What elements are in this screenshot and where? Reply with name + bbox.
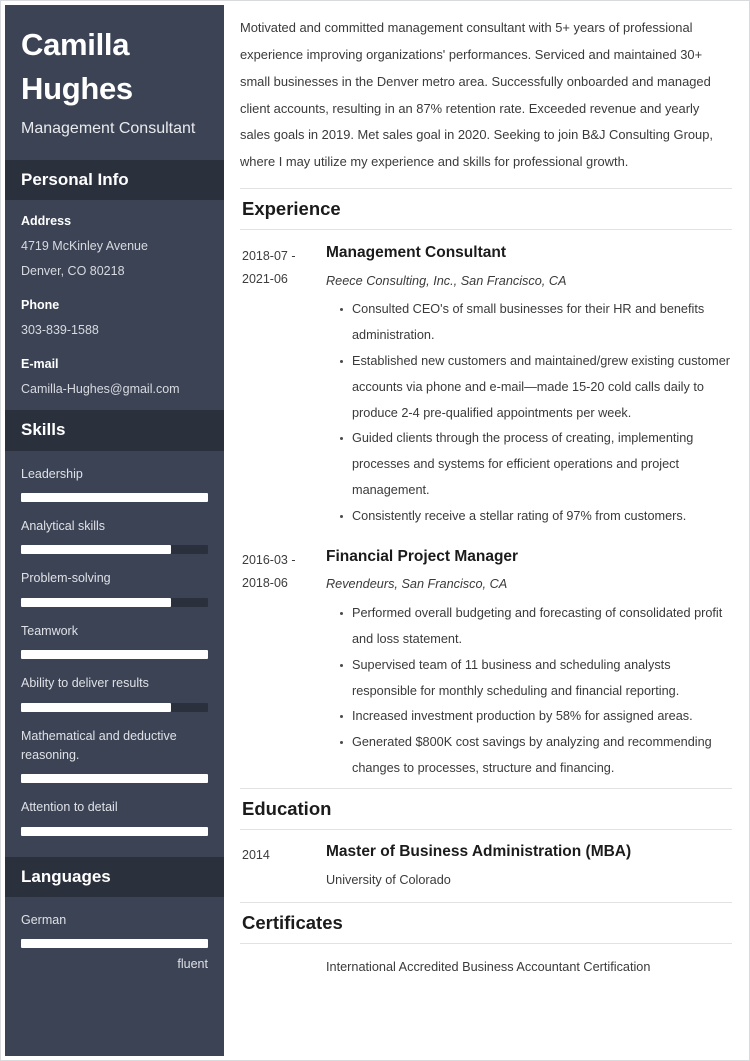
- skill-level-fill: [21, 827, 208, 836]
- skill-item: [21, 517, 208, 554]
- candidate-name: Camilla Hughes: [21, 27, 133, 107]
- experience-section: [240, 188, 732, 786]
- skill-item: [21, 727, 208, 784]
- experience-entry: [240, 230, 732, 534]
- certificate-name: International Accredited Business Accountant Certification: [326, 960, 651, 975]
- experience-bullets: [326, 601, 732, 782]
- experience-date: 2016-03 - 2018-06: [242, 553, 296, 591]
- section-header-languages: Languages: [5, 857, 224, 897]
- skill-item: [21, 465, 208, 502]
- certificate-entry: [240, 944, 732, 983]
- language-level-fill: [21, 939, 208, 948]
- education-entry: [240, 830, 732, 900]
- certificate-details: [326, 957, 732, 977]
- sidebar-header: [5, 5, 224, 160]
- address-line-2: Denver, CO 80218: [21, 264, 125, 279]
- experience-entry: [240, 534, 732, 786]
- experience-bullets: [326, 297, 732, 530]
- education-section: [240, 788, 732, 900]
- section-header-personal-info: Personal Info: [5, 160, 224, 200]
- experience-bullet: Performed overall budgeting and forecasting of consolidated profit and loss statement.: [340, 601, 732, 653]
- languages-list: [5, 897, 224, 992]
- skill-label: Leadership: [21, 466, 83, 481]
- section-header-skills: Skills: [5, 410, 224, 450]
- experience-bullet: Generated $800K cost savings by analyzing and recommending changes to processes, structure and financing.: [340, 730, 732, 782]
- phone-label: Phone: [21, 297, 60, 312]
- education-date: 2014: [242, 848, 270, 863]
- education-degree: Master of Business Administration (MBA): [326, 843, 632, 861]
- main-content: [224, 1, 749, 1060]
- personal-info-list: [5, 200, 224, 410]
- skill-item: [21, 569, 208, 606]
- skill-level-bar: [21, 774, 208, 783]
- skills-list: [5, 451, 224, 857]
- experience-bullet: Consistently receive a stellar rating of 97% from customers.: [340, 504, 732, 530]
- certificates-section: [240, 902, 732, 984]
- candidate-job-title: Management Consultant: [21, 120, 196, 138]
- education-details: [326, 842, 732, 890]
- experience-role: Management Consultant: [326, 244, 506, 262]
- skill-label: Mathematical and deductive reasoning.: [21, 728, 177, 762]
- sidebar: [5, 5, 224, 1056]
- experience-bullet: Established new customers and maintained/grew existing customer accounts via phone and e-mail—made 15-20 cold calls daily to produce 2-4 pre-qualified appointments per week.: [340, 349, 732, 427]
- phone-value: 303-839-1588: [21, 322, 99, 337]
- experience-organization: Revendeurs, San Francisco, CA: [326, 577, 508, 592]
- skill-label: Attention to detail: [21, 800, 118, 815]
- skill-label: Problem-solving: [21, 571, 111, 586]
- skill-level-fill: [21, 774, 208, 783]
- experience-organization: Reece Consulting, Inc., San Francisco, CA: [326, 273, 567, 288]
- skill-item: [21, 674, 208, 711]
- skill-level-fill: [21, 598, 171, 607]
- experience-bullet: Guided clients through the process of creating, implementing processes and systems for efficient operations and project management.: [340, 426, 732, 504]
- skill-level-fill: [21, 650, 208, 659]
- personal-info-field-address: [21, 214, 208, 281]
- personal-info-field-phone: [21, 298, 208, 340]
- skill-level-bar: [21, 598, 208, 607]
- personal-info-field-email: [21, 357, 208, 399]
- sidebar-spacer: [5, 992, 224, 1056]
- experience-details: [326, 547, 732, 782]
- skill-level-fill: [21, 493, 208, 502]
- skill-level-fill: [21, 703, 171, 712]
- experience-role: Financial Project Manager: [326, 548, 519, 566]
- experience-date: 2018-07 - 2021-06: [242, 249, 296, 287]
- address-line-1: 4719 McKinley Avenue: [21, 239, 148, 254]
- language-level-bar: [21, 939, 208, 948]
- skill-level-bar: [21, 703, 208, 712]
- experience-details: [326, 243, 732, 530]
- section-title-education: Education: [240, 788, 732, 830]
- certificate-date: [242, 957, 326, 977]
- education-school: University of Colorado: [326, 872, 451, 887]
- skill-level-bar: [21, 827, 208, 836]
- skill-level-fill: [21, 545, 171, 554]
- section-title-experience: Experience: [240, 188, 732, 230]
- experience-bullet: Increased investment production by 58% for assigned areas.: [340, 704, 732, 730]
- skill-label: Teamwork: [21, 623, 78, 638]
- skill-label: Ability to deliver results: [21, 676, 149, 691]
- language-item: [21, 911, 208, 971]
- address-label: Address: [21, 214, 72, 229]
- skill-level-bar: [21, 493, 208, 502]
- skill-level-bar: [21, 545, 208, 554]
- professional-summary: Motivated and committed management consultant with 5+ years of professional experience improving organizations' performances. Serviced and maintained 30+ small businesses in the Denver metro area. Successfully onboarded and managed client accounts, resulting in an 87% retention rate. Exceeded revenue and yearly sales goals in 2019. Met sales goal in 2020. Seeking to join B&J Consulting Group, where I may utilize my experience and skills for professional growth.: [240, 20, 713, 170]
- email-label: E-mail: [21, 356, 59, 371]
- section-title-certificates: Certificates: [240, 902, 732, 944]
- experience-bullet: Consulted CEO's of small businesses for their HR and benefits administration.: [340, 297, 732, 349]
- email-value: Camilla-Hughes@gmail.com: [21, 381, 180, 396]
- skill-item: [21, 798, 208, 835]
- skill-label: Analytical skills: [21, 519, 106, 534]
- language-label: German: [21, 912, 67, 927]
- experience-bullet: Supervised team of 11 business and scheduling analysts responsible for monthly scheduling and financial reporting.: [340, 653, 732, 705]
- skill-item: [21, 622, 208, 659]
- language-level-label: fluent: [177, 957, 208, 972]
- skill-level-bar: [21, 650, 208, 659]
